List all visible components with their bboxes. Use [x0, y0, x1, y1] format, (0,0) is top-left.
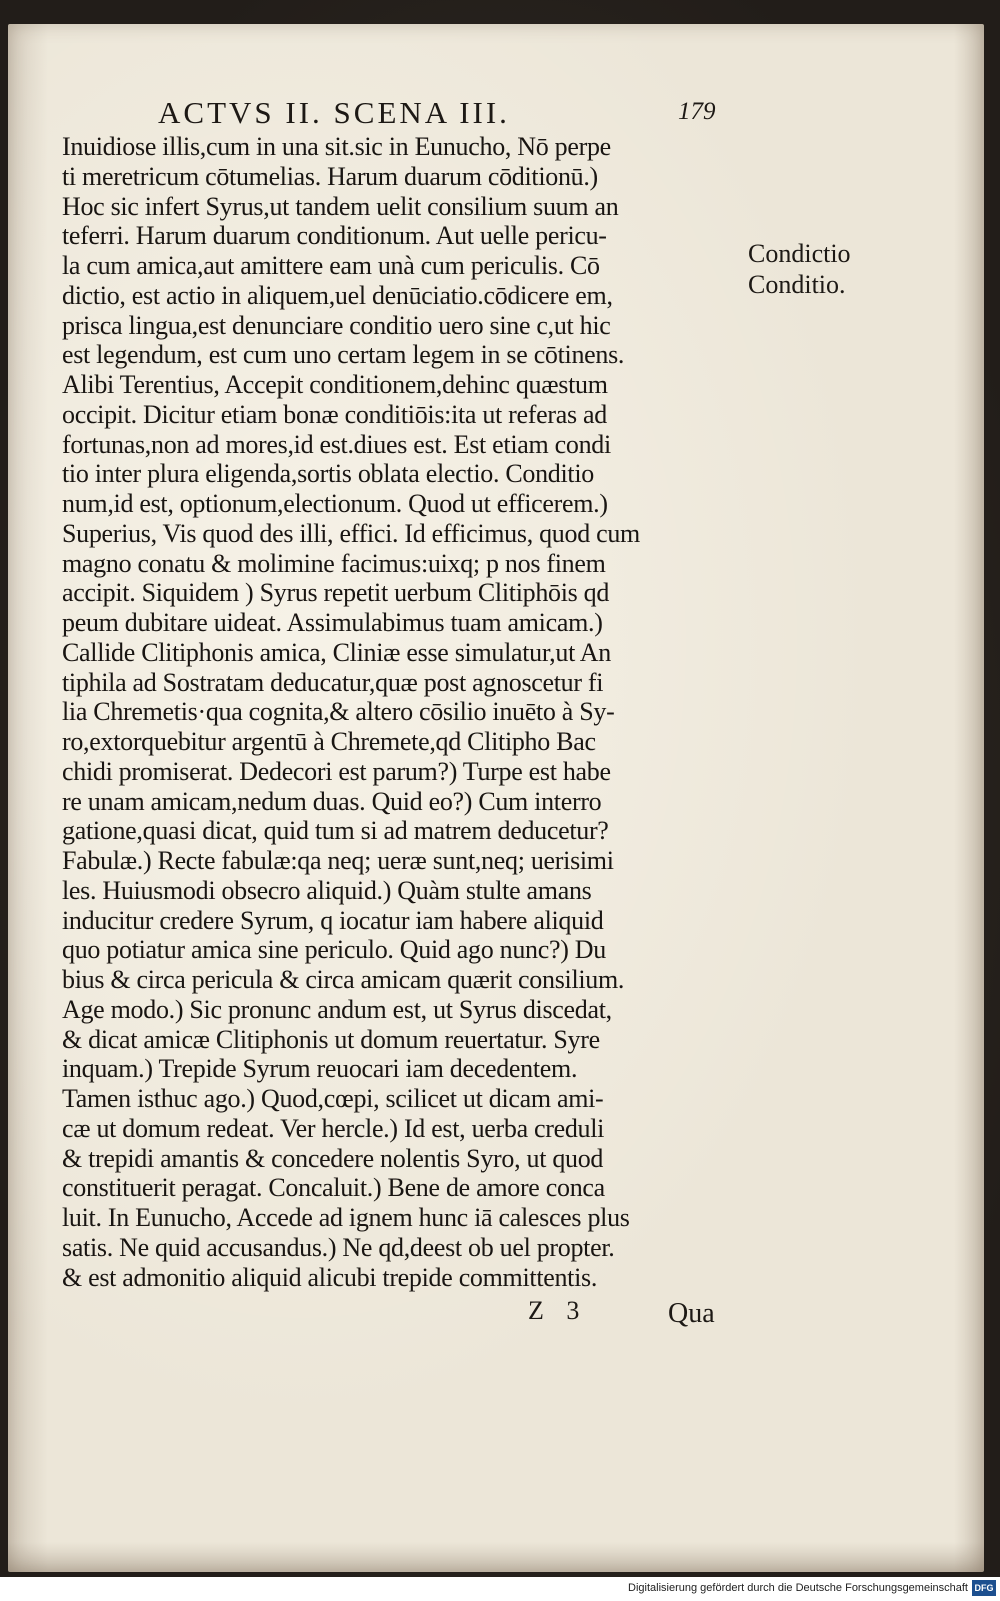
text-line: bius & circa pericula & circa amicam quærit consilium. — [62, 965, 625, 994]
signature-mark: Z 3 — [528, 1296, 588, 1325]
margin-note: Condictio — [748, 239, 851, 268]
text-line: accipit. Siquidem ) Syrus repetit uerbum Clitiphōis qd — [62, 578, 610, 608]
page-number: 179 — [678, 98, 716, 125]
text-line: est legendum, est cum uno certam legem in se cōtinens. — [62, 340, 625, 370]
text-line: fortunas,non ad mores,id est.diues est. Est etiam condi — [62, 429, 611, 459]
text-line: teferri. Harum duarum conditionum. Aut uelle pericu- — [62, 221, 607, 251]
text-line: Tamen isthuc ago.) Quod,cœpi, scilicet ut dicam ami- — [62, 1084, 604, 1113]
text-line: luit. In Eunucho, Accede ad ignem hunc iā calesces plus — [62, 1203, 630, 1232]
text-line: Hoc sic infert Syrus,ut tandem uelit consilium suum an — [62, 191, 619, 221]
text-line: inquam.) Trepide Syrum reuocari iam decedentem. — [62, 1054, 578, 1084]
dfg-logo: DFG — [972, 1580, 996, 1596]
text-line: num,id est, optionum,electionum. Quod ut efficerem.) — [62, 489, 608, 518]
text-line: occipit. Dicitur etiam bonæ conditiōis:ita ut referas ad — [62, 399, 607, 429]
text-line: constituerit peragat. Concaluit.) Bene de amore conca — [62, 1173, 605, 1203]
text-line: Age modo.) Sic pronunc andum est, ut Syrus discedat, — [62, 994, 612, 1024]
text-line: cæ ut domum redeat. Ver hercle.) Id est, uerba creduli — [62, 1113, 605, 1143]
text-line: & dicat amicæ Clitiphonis ut domum reuertatur. Syre — [62, 1024, 600, 1054]
text-line: quo potiatur amica sine periculo. Quid ago nunc?) Du — [62, 935, 606, 965]
text-line: la cum amica,aut amittere eam unà cum periculis. Cō — [62, 251, 600, 280]
text-line: Fabulæ.) Recte fabulæ:qa neq; ueræ sunt,neq; uerisimi — [62, 846, 614, 875]
text-line: ro,extorquebitur argentū à Chremete,qd Clitipho Bac — [62, 727, 596, 756]
text-line: magno conatu & molimine facimus:uixq; p nos finem — [62, 548, 606, 578]
text-line: Callide Clitiphonis amica, Cliniæ esse simulatur,ut An — [62, 637, 611, 667]
footer-bar — [0, 1577, 1000, 1601]
text-line: les. Huiusmodi obsecro aliquid.) Quàm stulte amans — [62, 875, 592, 905]
text-line: inducitur credere Syrum, q iocatur iam habere aliquid — [62, 905, 604, 935]
body-text — [62, 132, 752, 1292]
text-line: re unam amicam,nedum duas. Quid eo?) Cum interro — [62, 786, 602, 816]
margin-notes — [748, 238, 851, 300]
text-line: lia Chremetis·qua cognita,& altero cōsilio inuēto à Sy- — [62, 697, 615, 727]
text-line: dictio, est actio in aliquem,uel denūciatio.cōdicere em, — [62, 280, 613, 310]
text-line: & trepidi amantis & concedere nolentis Syro, ut quod — [62, 1143, 604, 1173]
text-line: Superius, Vis quod des illi, effici. Id efficimus, quod cum — [62, 518, 640, 548]
text-line: tio inter plura eligenda,sortis oblata electio. Conditio — [62, 459, 594, 489]
text-line: prisca lingua,est denunciare conditio uero sine c,ut hic — [62, 310, 611, 340]
text-line: Alibi Terentius, Accepit conditionem,dehinc quæstum — [62, 370, 608, 399]
text-line: satis. Ne quid accusandus.) Ne qd,deest ob uel propter. — [62, 1232, 615, 1262]
text-line: peum dubitare uideat. Assimulabimus tuam amicam.) — [62, 608, 603, 637]
text-line: & est admonitio aliquid alicubi trepide committentis. — [62, 1262, 598, 1292]
text-line: chidi promiserat. Dedecori est parum?) Turpe est habe — [62, 756, 611, 786]
text-line: gatione,quasi dicat, quid tum si ad matrem deducetur? — [62, 816, 609, 846]
margin-note: Conditio. — [748, 270, 846, 299]
text-line: ti meretricum cōtumelias. Harum duarum cōditionū.) — [62, 161, 598, 191]
text-line: Inuidiose illis,cum in una sit.sic in Eunucho, Nō perpe — [62, 132, 611, 161]
running-head: ACTVS II. SCENA III. — [158, 95, 510, 130]
footer-credit: Digitalisierung gefördert durch die Deutsche Forschungsgemeinschaft — [628, 1582, 968, 1594]
catchword: Qua — [668, 1298, 715, 1329]
text-line: tiphila ad Sostratam deducatur,quæ post agnoscetur fi — [62, 667, 604, 697]
